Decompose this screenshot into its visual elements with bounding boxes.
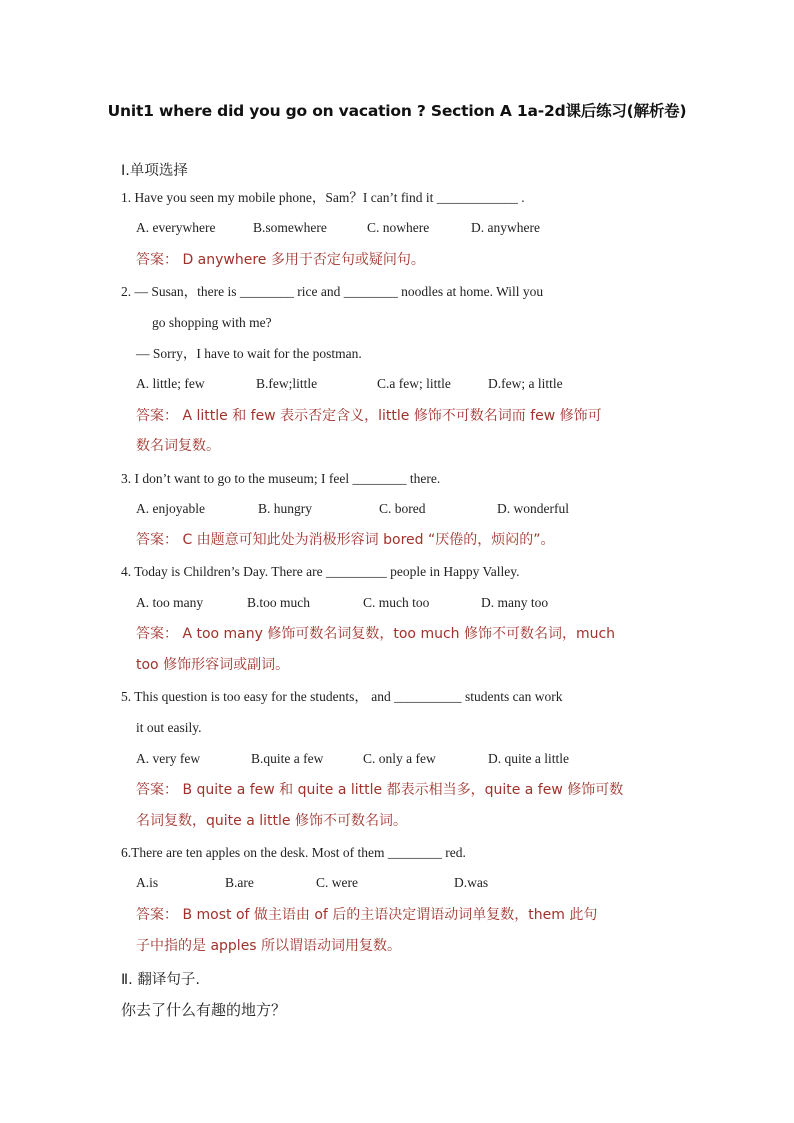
q3-answer: 答案： C 由题意可知此处为消极形容词 bored “厌倦的，烦闷的”。 — [136, 532, 555, 548]
q5-answer-line1: 答案： B quite a few 和 quite a little 都表示相当多，quite a few 修饰可数 — [136, 782, 624, 798]
question-1-text: 1. Have you seen my mobile phone，Sam？I can’t find it ____________ . — [121, 190, 525, 205]
q4-option-c: C. much too — [363, 595, 430, 610]
q1-option-b: B.somewhere — [253, 220, 327, 235]
question-6-text: 6.There are ten apples on the desk. Most of them ________ red. — [121, 845, 466, 860]
question-5-text-line1: 5. This question is too easy for the students， and __________ students can work — [121, 689, 563, 704]
q4-option-b: B.too much — [247, 595, 310, 610]
page-title: Unit1 where did you go on vacation ? Section A 1a-2d课后练习(解析卷) — [107, 102, 687, 120]
q5-option-b: B.quite a few — [251, 751, 324, 766]
q1-option-a: A. everywhere — [136, 220, 216, 235]
q1-option-d: D. anywhere — [471, 220, 540, 235]
q4-answer-line2: too 修饰形容词或副词。 — [136, 657, 290, 673]
q2-option-c: C.a few; little — [377, 376, 451, 391]
q3-option-a: A. enjoyable — [136, 501, 205, 516]
q3-option-b: B. hungry — [258, 501, 312, 516]
q3-option-c: C. bored — [379, 501, 426, 516]
q2-option-d: D.few; a little — [488, 376, 563, 391]
q1-option-c: C. nowhere — [367, 220, 430, 235]
section-heading-multiple-choice: Ⅰ.单项选择 — [121, 163, 188, 179]
q5-option-d: D. quite a little — [488, 751, 569, 766]
q5-option-a: A. very few — [136, 751, 201, 766]
q4-answer-line1: 答案： A too many 修饰可数名词复数，too much 修饰不可数名词，much — [136, 626, 616, 642]
q5-option-c: C. only a few — [363, 751, 436, 766]
q2-option-a: A. little; few — [136, 376, 205, 391]
question-2-text-line2: go shopping with me? — [152, 315, 272, 330]
question-5-text-line2: it out easily. — [136, 720, 202, 735]
question-3-text: 3. I don’t want to go to the museum; I feel ________ there. — [121, 471, 441, 486]
q3-option-d: D. wonderful — [497, 501, 569, 516]
q4-option-d: D. many too — [481, 595, 549, 610]
question-4-text: 4. Today is Children’s Day. There are _________ people in Happy Valley. — [121, 564, 520, 579]
q2-option-b: B.few;little — [256, 376, 318, 391]
q2-answer-line1: 答案： A little 和 few 表示否定含义，little 修饰不可数名词而 few 修饰可 — [136, 408, 602, 424]
q6-option-a: A.is — [136, 875, 159, 890]
section-heading-translation: Ⅱ. 翻译句子. — [121, 972, 200, 988]
q6-answer-line2: 子中指的是 apples 所以谓语动词用复数。 — [136, 938, 402, 954]
q6-option-d: D.was — [454, 875, 489, 890]
q4-option-a: A. too many — [136, 595, 204, 610]
q6-option-b: B.are — [225, 875, 254, 890]
question-2-text-line3: — Sorry，I have to wait for the postman. — [136, 346, 362, 361]
q2-answer-line2: 数名词复数。 — [136, 438, 220, 454]
question-2-text-line1: 2. — Susan，there is ________ rice and ________ noodles at home. Will you — [121, 284, 544, 299]
q1-answer: 答案： D anywhere 多用于否定句或疑问句。 — [136, 252, 425, 268]
q5-answer-line2: 名词复数，quite a little 修饰不可数名词。 — [136, 813, 407, 829]
translation-question-1: 你去了什么有趣的地方？ — [121, 1001, 287, 1019]
q6-answer-line1: 答案： B most of 做主语由 of 后的主语决定谓语动词单复数，them 此句 — [136, 907, 598, 923]
q6-option-c: C. were — [316, 875, 358, 890]
